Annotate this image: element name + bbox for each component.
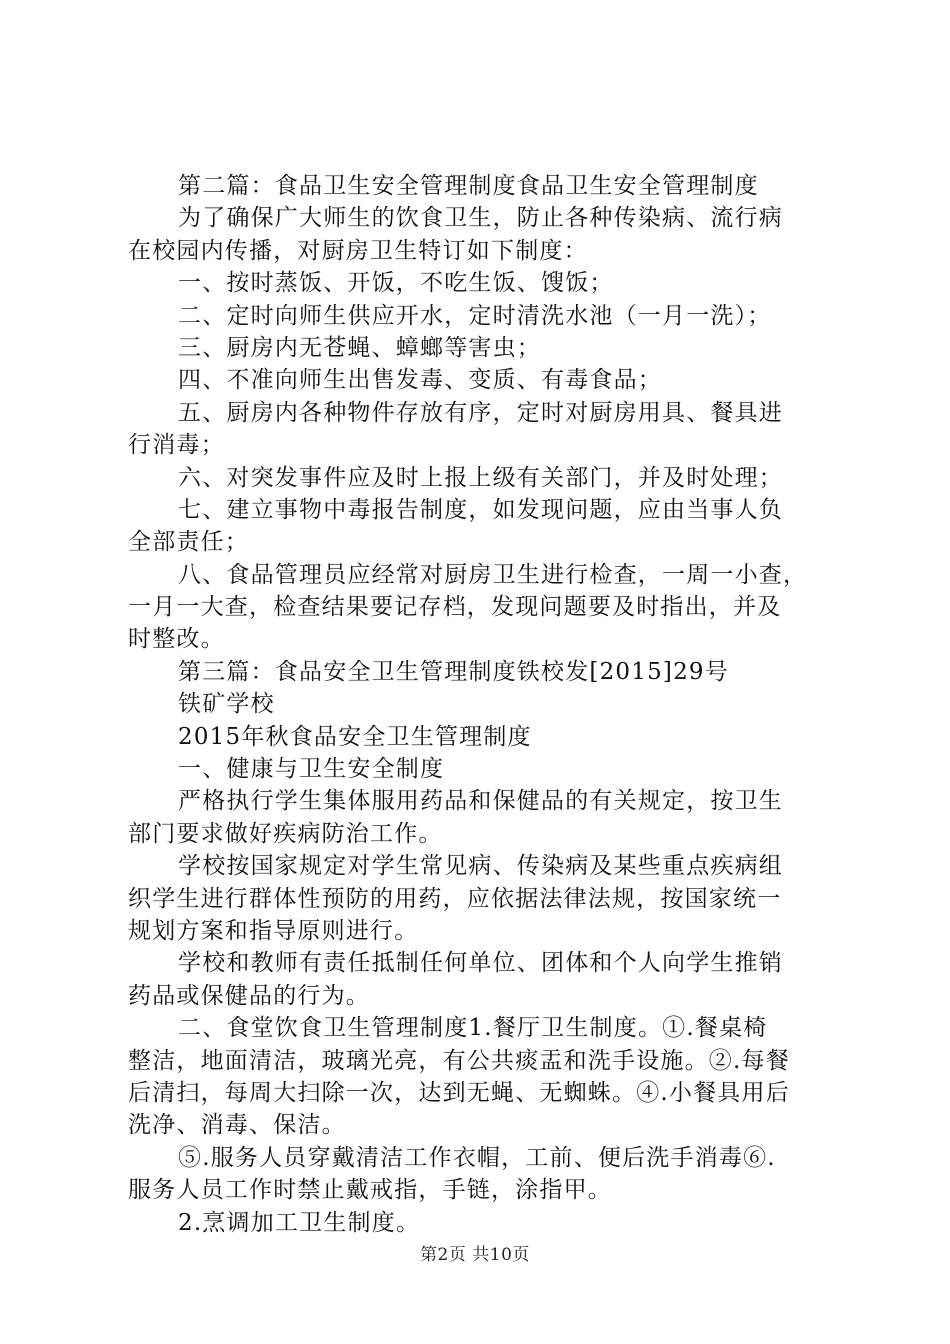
document-line: 第三篇：食品安全卫生管理制度铁校发[2015]29号 bbox=[178, 658, 729, 685]
document-line: 二、食堂饮食卫生管理制度1.餐厅卫生制度。①.餐桌椅 bbox=[178, 1015, 768, 1042]
document-line: 一、健康与卫生安全制度 bbox=[178, 756, 445, 783]
document-line: 部门要求做好疾病防治工作。 bbox=[128, 820, 443, 847]
document-line: 一、按时蒸饭、开饭，不吃生饭、馊饭； bbox=[178, 270, 614, 297]
document-line: 2015年秋食品安全卫生管理制度 bbox=[178, 723, 532, 750]
document-line: 后清扫，每周大扫除一次，达到无蝇、无蜘蛛。④.小餐具用后 bbox=[128, 1079, 790, 1106]
document-line: 严格执行学生集体服用药品和保健品的有关规定，按卫生 bbox=[178, 788, 783, 815]
document-line: 整洁，地面清洁，玻璃光亮，有公共痰盂和洗手设施。②.每餐 bbox=[128, 1047, 790, 1074]
document-line: ⑤.服务人员穿戴清洁工作衣帽，工前、便后洗手消毒⑥. bbox=[178, 1144, 776, 1171]
document-line: 二、定时向师生供应开水，定时清洗水池（一月一洗）； bbox=[178, 302, 772, 329]
document-line: 在校园内传播，对厨房卫生特订如下制度： bbox=[128, 237, 588, 264]
document-line: 六、对突发事件应及时上报上级有关部门，并及时处理； bbox=[178, 464, 783, 491]
document-line: 学校和教师有责任抵制任何单位、团体和个人向学生推销 bbox=[178, 950, 783, 977]
document-line: 行消毒； bbox=[128, 432, 225, 459]
document-line: 铁矿学校 bbox=[178, 691, 275, 718]
document-line: 学校按国家规定对学生常见病、传染病及某些重点疾病组 bbox=[178, 853, 783, 880]
document-line: 一月一大查，检查结果要记存档，发现问题要及时指出，并及 bbox=[128, 594, 782, 621]
document-line: 规划方案和指导原则进行。 bbox=[128, 917, 419, 944]
document-line: 为了确保广大师生的饮食卫生，防止各种传染病、流行病 bbox=[178, 205, 783, 232]
document-line: 时整改。 bbox=[128, 626, 225, 653]
document-line: 第二篇：食品卫生安全管理制度食品卫生安全管理制度 bbox=[178, 173, 759, 199]
document-line: 服务人员工作时禁止戴戒指，手链，涂指甲。 bbox=[128, 1177, 612, 1204]
document-body bbox=[128, 170, 833, 1239]
document-line: 七、建立事物中毒报告制度，如发现问题，应由当事人负 bbox=[178, 496, 783, 523]
document-line: 八、食品管理员应经常对厨房卫生进行检查，一周一小查， bbox=[178, 561, 808, 588]
page-footer: 第2页 共10页 bbox=[420, 1245, 530, 1265]
document-line: 三、厨房内无苍蝇、蟑螂等害虫； bbox=[178, 334, 541, 361]
document-line: 洗净、消毒、保洁。 bbox=[128, 1112, 346, 1139]
document-line: 全部责任； bbox=[128, 529, 249, 556]
document-line: 五、厨房内各种物件存放有序，定时对厨房用具、餐具进 bbox=[178, 399, 783, 426]
document-line: 织学生进行群体性预防的用药，应依据法律法规，按国家统一 bbox=[128, 885, 782, 912]
document-line: 2.烹调加工卫生制度。 bbox=[178, 1209, 421, 1236]
document-line: 四、不准向师生出售发毒、变质、有毒食品； bbox=[178, 367, 662, 394]
document-line: 药品或保健品的行为。 bbox=[128, 982, 370, 1009]
